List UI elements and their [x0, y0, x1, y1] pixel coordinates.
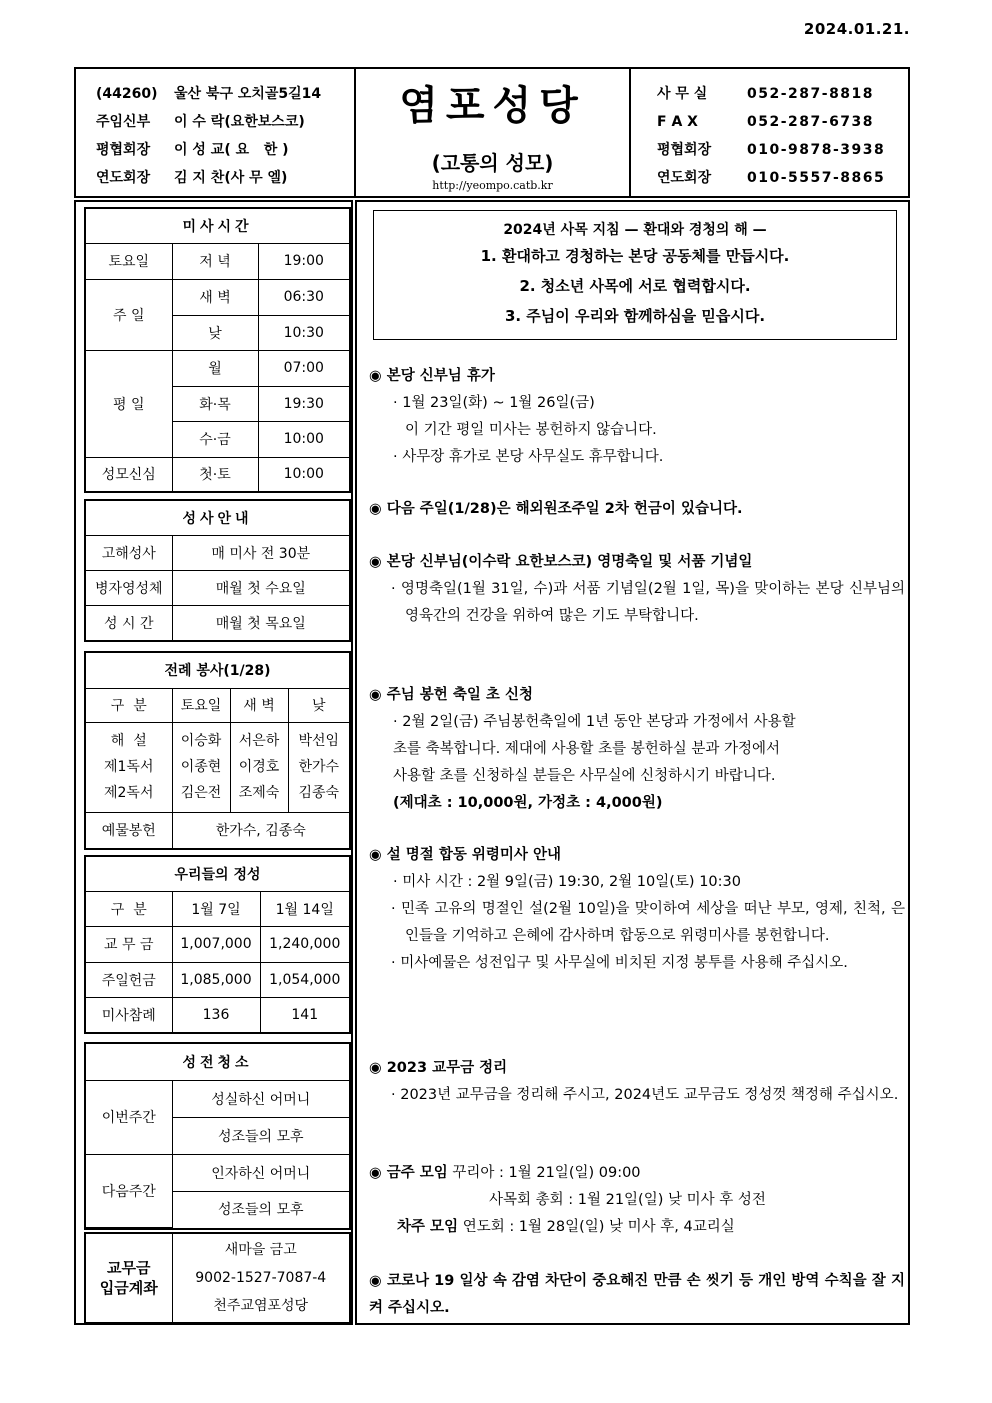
- policy-item: 2. 청소년 사목에 서로 협력합시다.: [519, 277, 751, 295]
- notice-candle-request: ◉ 주님 봉헌 축일 초 신청 · 2월 2일(금) 주님봉헌축일에 1년 동안 본당과 가정에서 사용할 초를 축복합니다. 제대에 사용할 초를 봉헌하실 분과 가정에서 사용할 초를 신청하실 분들은 사무실에 신청하시기 바랍니다. (제대초 : 10,000원, 가정초 : 4,000원): [369, 687, 796, 811]
- prayer-president-row: 연도회장 김 지 찬(사 무 엘): [96, 170, 288, 186]
- parish-title-block: [356, 69, 631, 196]
- fax-row: F A X 052-287-6738: [657, 114, 875, 130]
- donations-table: 우리들의 정성 구 분 1월 7일 1월 14일 교 무 금 1,007,000 1,240,000 주일헌금 1,085,000 1,054,000 미사참례 136 141: [86, 857, 349, 1032]
- liturgy-service-box: [84, 651, 351, 850]
- notice-parish-dues: ◉ 2023 교무금 정리 · 2023년 교무금을 정리해 주시고, 2024년도 교무금도 정성껏 책정해 주십시오.: [369, 1060, 899, 1103]
- sacraments-box: [84, 499, 351, 642]
- notice-covid: ◉ 코로나 19 일상 속 감염 차단이 중요해진 만큼 손 씻기 등 개인 방역 수칙을 잘 지켜 주십시오.: [369, 1273, 905, 1316]
- notice-meetings: ◉ 금주 모임 꾸리아 : 1월 21일(일) 09:00 사목회 총회 : 1월 21일(일) 낮 미사 후 성전 차주 모임 연도회 : 1월 28일(일) 낮 미사 후, 4교리실: [369, 1165, 766, 1235]
- account-table: 교무금 입금계좌 새마을 금고 9002-1527-7087-4 천주교염포성당: [86, 1234, 349, 1322]
- pastoral-policy-box: [373, 210, 897, 340]
- office-phone-row: 사 무 실 052-287-8818: [657, 86, 875, 102]
- donations-box: [84, 855, 351, 1034]
- cleaning-box: [84, 1042, 351, 1230]
- right-column: [355, 200, 910, 1325]
- prayer-phone-row: 연도회장 010-5557-8865: [657, 170, 886, 186]
- policy-title: 2024년 사목 지침 — 환대와 경청의 해 —: [503, 222, 767, 238]
- notice-pastor-vacation: ◉ 본당 신부님 휴가 · 1월 23일(화) ~ 1월 26일(금) 이 기간 평일 미사는 봉헌하지 않습니다. · 사무장 휴가로 본당 사무실도 휴무합니다.: [369, 368, 664, 465]
- parish-patron: (고통의 성모): [431, 151, 554, 175]
- liturgy-service-table: 전례 봉사(1/28) 구 분 토요일 새 벽 낮 해 설 제1독서 제2독서 이승화 이종현 김은전 서은하 이경호 조제숙 박선임 한가수 김종숙 예물봉헌 한가수, 김종숙: [86, 653, 349, 848]
- sacraments-table: 성사안내 고해성사 매 미사 전 30분 병자영성체 매월 첫 수요일 성 시 간 매월 첫 목요일: [86, 501, 349, 640]
- notice-memorial-mass: ◉ 설 명절 합동 위령미사 안내 · 미사 시간 : 2월 9일(금) 19:30, 2월 10일(토) 10:30 · 민족 고유의 명절인 설(2월 10일)을 맞이하여 세상을 떠난 부모, 영제, 친척, 은인들을 기억하고 은혜에 감사하며 합동으로 위령미사를 봉헌합니다. · 미사예물은 성전입구 및 사무실에 비치된 지정 봉투를 사용해 주십시오.: [369, 847, 905, 971]
- parish-name: 염포성당: [399, 83, 586, 129]
- account-box: [84, 1232, 351, 1324]
- council-phone-row: 평협회장 010-9878-3938: [657, 142, 886, 158]
- mass-times-box: [84, 207, 351, 493]
- notice-overseas-aid: ◉ 다음 주일(1/28)은 해외원조주일 2차 헌금이 있습니다.: [369, 501, 743, 517]
- mass-times-table: 미사시간 토요일 저 녁 19:00 주 일 새 벽 06:30 낮 10:30 평 일 월 07:00 화·목 19:30 수·금 10:00 성모신심 첫·토 10:00: [86, 209, 349, 491]
- council-president-row: 평협회장 이 성 교( 요 한 ): [96, 142, 289, 158]
- policy-item: 3. 주님이 우리와 함께하심을 믿읍시다.: [504, 307, 766, 325]
- address-row: (44260) 울산 북구 오치골5길14: [96, 86, 322, 102]
- left-column: [74, 200, 353, 1325]
- parish-url[interactable]: http://yeompo.catb.kr: [432, 179, 553, 192]
- bulletin-date: 2024.01.21.: [803, 20, 910, 38]
- policy-item: 1. 환대하고 경청하는 본당 공동체를 만듭시다.: [480, 247, 790, 265]
- cleaning-table: 성전청소 이번주간 성실하신 어머니 성조들의 모후 다음주간 인자하신 어머니 성조들의 모후: [86, 1044, 349, 1228]
- pastor-row: 주임신부 이 수 락(요한보스코): [96, 114, 305, 130]
- contact-info: [631, 69, 908, 196]
- notice-feast-ordination: ◉ 본당 신부님(이수락 요한보스코) 영명축일 및 서품 기념일 · 영명축일(1월 31일, 수)과 서품 기념일(2월 1일, 목)을 맞이하는 본당 신부님의 영육간의 건강을 위하여 많은 기도 부탁합니다.: [369, 554, 905, 624]
- bulletin-header: [74, 67, 910, 198]
- parish-info: [76, 69, 356, 196]
